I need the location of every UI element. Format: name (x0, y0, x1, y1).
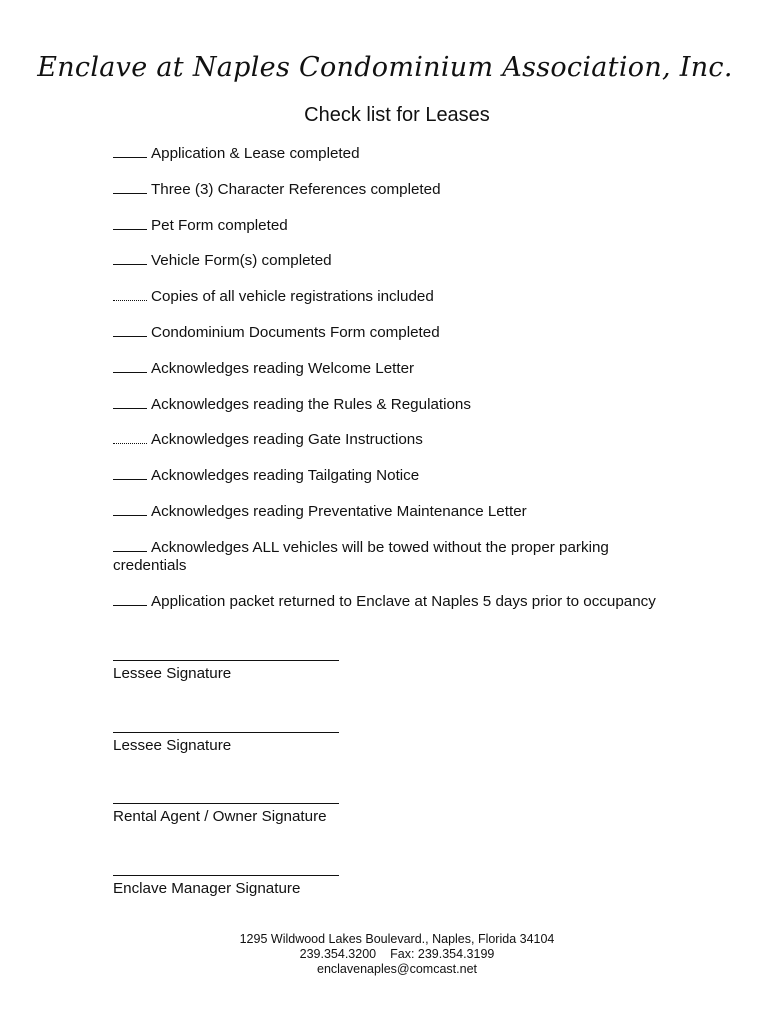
checklist-item (113, 431, 673, 449)
checklist-item-label: Application packet returned to Enclave at Naples 5 days prior to occupancy (151, 592, 656, 610)
checkbox-blank[interactable] (113, 550, 147, 552)
checklist-item (113, 324, 673, 342)
checkbox-blank[interactable] (113, 371, 147, 373)
checklist-item (113, 252, 673, 270)
footer-fax: Fax: 239.354.3199 (390, 947, 495, 961)
checklist-item-label: Acknowledges reading Preventative Maintenance Letter (151, 502, 527, 520)
checkbox-blank[interactable] (113, 478, 147, 480)
checklist-item (113, 593, 673, 611)
checklist-item-label: Acknowledges ALL vehicles will be towed without the proper parking credentials (113, 538, 609, 574)
checklist-item-label: Acknowledges reading Gate Instructions (151, 431, 423, 449)
checklist-item-label: Application & Lease completed (151, 145, 360, 162)
page-title: Check list for Leases (304, 104, 490, 126)
signature-label: Lessee Signature (113, 665, 232, 682)
checkbox-blank[interactable] (113, 604, 147, 606)
signature-line[interactable] (113, 803, 339, 804)
checkbox-blank[interactable] (113, 263, 147, 265)
checkbox-blank[interactable] (113, 407, 147, 409)
footer-email: enclavenaples@comcast.net (317, 962, 477, 976)
checkbox-blank[interactable] (113, 156, 147, 158)
signature-line[interactable] (113, 875, 339, 876)
checklist-item (113, 145, 673, 163)
signature-block (113, 875, 413, 897)
checklist-item-label: Three (3) Character References completed (151, 180, 441, 198)
checklist-item (113, 288, 673, 306)
checklist-item-label: Acknowledges reading Welcome Letter (151, 359, 415, 377)
checklist-item-label: Acknowledges reading Tailgating Notice (151, 467, 420, 485)
organization-name: Enclave at Naples Condominium Association, Inc. (37, 52, 733, 83)
checkbox-blank[interactable] (113, 192, 147, 194)
signature-block (113, 660, 413, 682)
checkbox-blank[interactable] (113, 299, 147, 301)
signature-line[interactable] (113, 660, 339, 661)
signature-block (113, 732, 413, 754)
checklist-item-label: Acknowledges reading the Rules & Regulations (151, 395, 471, 413)
signature-label: Enclave Manager Signature (113, 880, 301, 897)
footer-phone: 239.354.3200 (299, 947, 377, 961)
checklist-item (113, 217, 673, 235)
checklist-item (113, 539, 673, 575)
checklist-item (113, 467, 673, 485)
lease-checklist (113, 145, 673, 628)
signature-block (113, 803, 413, 825)
checklist-item (113, 503, 673, 521)
checkbox-blank[interactable] (113, 442, 147, 444)
checklist-item-label: Copies of all vehicle registrations included (151, 288, 434, 306)
checklist-item (113, 181, 673, 199)
checklist-item (113, 360, 673, 378)
checklist-item-label: Condominium Documents Form completed (151, 323, 440, 341)
signature-label: Lessee Signature (113, 737, 232, 754)
checkbox-blank[interactable] (113, 335, 147, 337)
checkbox-blank[interactable] (113, 228, 147, 230)
checklist-item-label: Vehicle Form(s) completed (151, 252, 332, 270)
footer-contact (0, 932, 770, 977)
signature-label: Rental Agent / Owner Signature (113, 808, 327, 825)
footer-address: 1295 Wildwood Lakes Boulevard., Naples, Florida 34104 (239, 932, 555, 946)
checklist-item (113, 396, 673, 414)
checkbox-blank[interactable] (113, 514, 147, 516)
footer-phone-fax (0, 947, 770, 962)
checklist-item-label: Pet Form completed (151, 216, 288, 234)
signature-line[interactable] (113, 732, 339, 733)
